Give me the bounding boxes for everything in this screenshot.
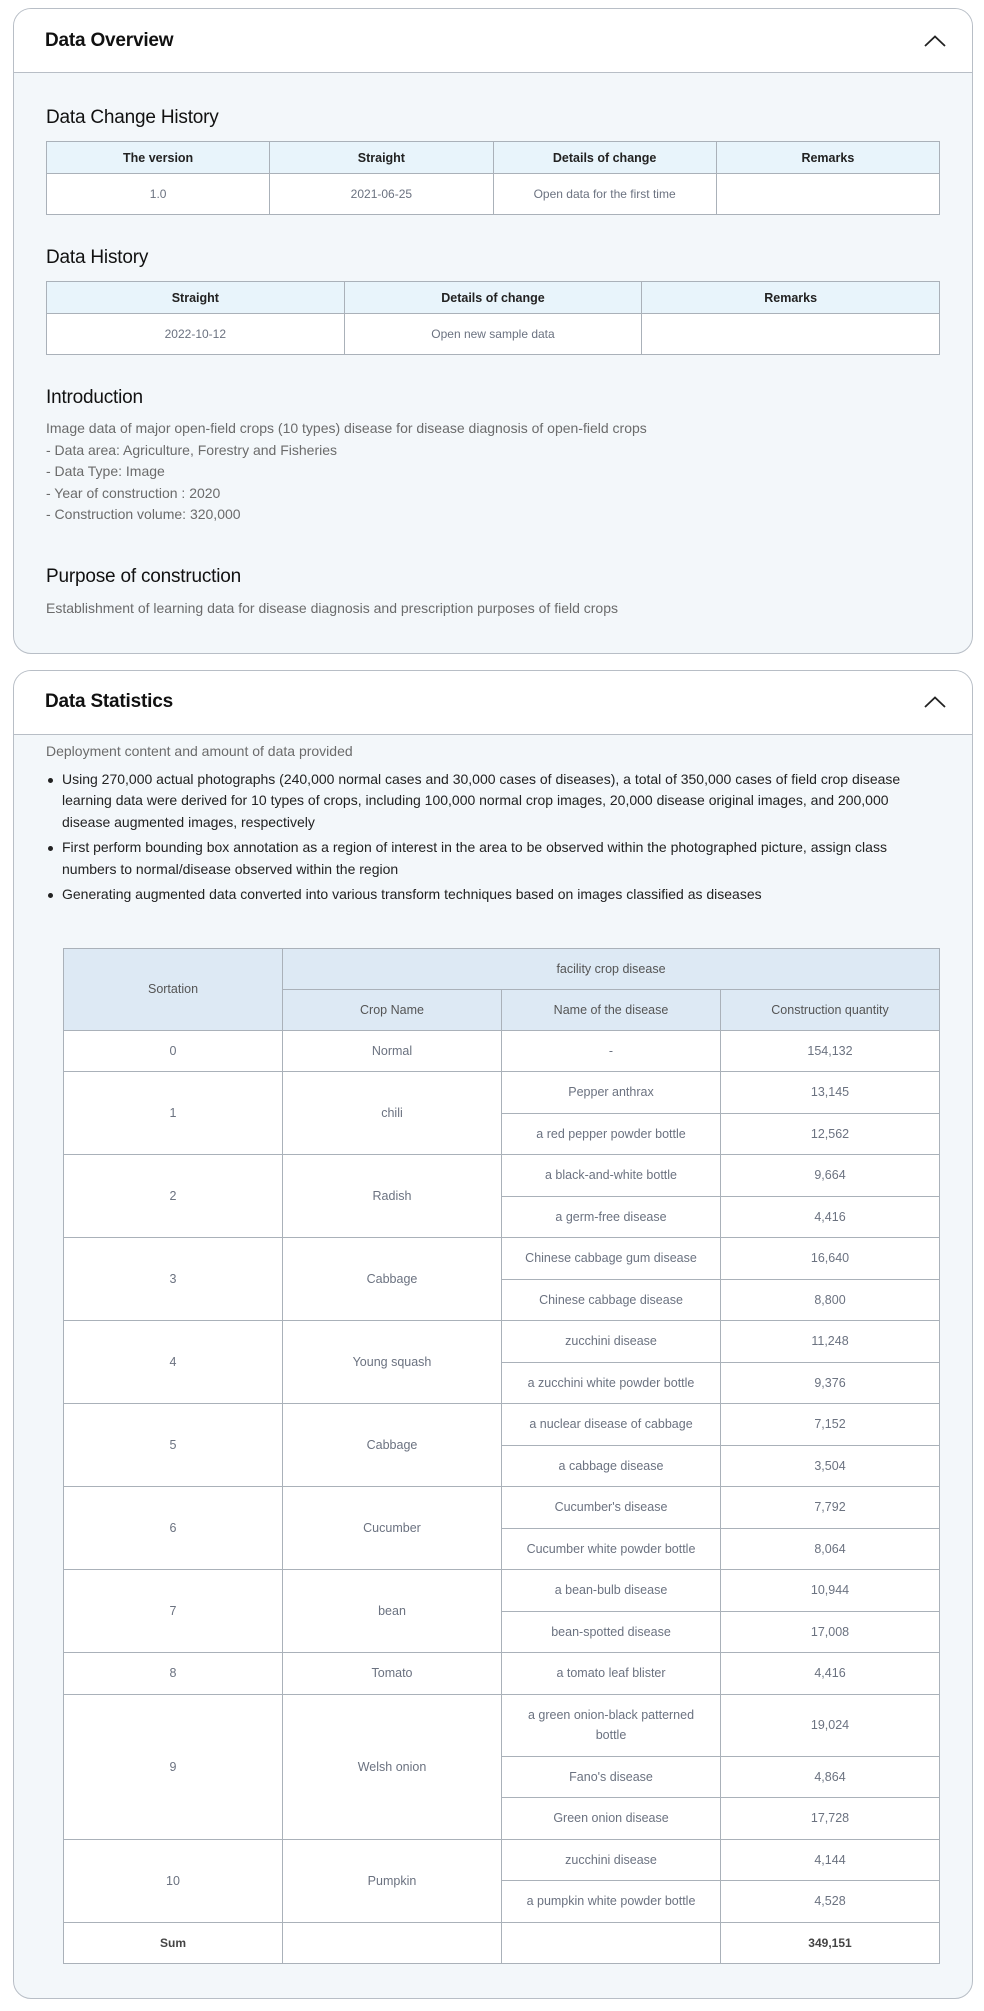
disease-name-cell: a red pepper powder bottle xyxy=(502,1113,721,1155)
table-row xyxy=(64,1238,940,1280)
data-change-history-section xyxy=(46,107,940,215)
column-header-quantity: Construction quantity xyxy=(721,989,940,1030)
sum-row xyxy=(64,1922,940,1964)
column-header: Details of change xyxy=(344,282,642,314)
quantity-cell: 11,248 xyxy=(721,1321,940,1363)
sortation-cell: 0 xyxy=(64,1030,283,1072)
statistics-table-body xyxy=(64,1030,940,1964)
introduction-line: Image data of major open-field crops (10 types) disease for disease diagnosis of open-field crops xyxy=(46,420,647,436)
introduction-title: Introduction xyxy=(46,387,143,408)
column-header-sortation: Sortation xyxy=(64,948,283,1030)
details-cell: Open data for the first time xyxy=(493,174,716,215)
introduction-line: - Data area: Agriculture, Forestry and Fisheries xyxy=(46,441,338,458)
column-header: Straight xyxy=(270,142,493,174)
sortation-cell: 9 xyxy=(64,1694,283,1839)
sum-crop-cell xyxy=(283,1922,502,1964)
disease-name-cell: Cucumber white powder bottle xyxy=(502,1528,721,1570)
crop-name-cell: Tomato xyxy=(283,1653,502,1695)
data-statistics-title: Data Statistics xyxy=(45,691,173,712)
purpose-section xyxy=(46,558,940,619)
quantity-cell: 17,008 xyxy=(721,1611,940,1653)
statistics-table-wrap xyxy=(46,910,940,1965)
quantity-cell: 19,024 xyxy=(721,1694,940,1756)
crop-name-cell: Pumpkin xyxy=(283,1839,502,1922)
chevron-up-icon[interactable] xyxy=(922,31,948,51)
disease-name-cell: a green onion-black patterned bottle xyxy=(502,1694,721,1756)
column-group-header: facility crop disease xyxy=(283,948,940,989)
quantity-cell: 7,152 xyxy=(721,1404,940,1446)
data-change-history-title: Data Change History xyxy=(46,107,219,128)
crop-name-cell: Young squash xyxy=(283,1321,502,1404)
sortation-cell: 6 xyxy=(64,1487,283,1570)
date-cell: 2022-10-12 xyxy=(47,314,345,355)
sum-quantity-cell: 349,151 xyxy=(721,1922,940,1964)
introduction-line: - Data Type: Image xyxy=(46,463,165,479)
crop-name-cell: Cabbage xyxy=(283,1404,502,1487)
quantity-cell: 17,728 xyxy=(721,1798,940,1840)
disease-name-cell: Pepper anthrax xyxy=(502,1072,721,1114)
quantity-cell: 4,864 xyxy=(721,1756,940,1798)
disease-name-cell: a tomato leaf blister xyxy=(502,1653,721,1695)
disease-name-cell: Cucumber's disease xyxy=(502,1487,721,1529)
quantity-cell: 4,416 xyxy=(721,1196,940,1238)
quantity-cell: 8,064 xyxy=(721,1528,940,1570)
disease-name-cell: a nuclear disease of cabbage xyxy=(502,1404,721,1446)
sortation-cell: 5 xyxy=(64,1404,283,1487)
chevron-up-icon[interactable] xyxy=(922,692,948,712)
sortation-cell: 10 xyxy=(64,1839,283,1922)
details-cell: Open new sample data xyxy=(344,314,642,355)
disease-name-cell: Green onion disease xyxy=(502,1798,721,1840)
sortation-cell: 1 xyxy=(64,1072,283,1155)
data-overview-body xyxy=(14,73,972,653)
crop-name-cell: Normal xyxy=(283,1030,502,1072)
disease-name-cell: Fano's disease xyxy=(502,1756,721,1798)
data-history-title: Data History xyxy=(46,247,149,268)
remarks-cell xyxy=(642,314,940,355)
disease-name-cell: a zucchini white powder bottle xyxy=(502,1362,721,1404)
data-history-section xyxy=(46,247,940,355)
table-row xyxy=(47,174,940,215)
data-statistics-body xyxy=(14,735,972,1999)
quantity-cell: 13,145 xyxy=(721,1072,940,1114)
disease-name-cell: a pumpkin white powder bottle xyxy=(502,1881,721,1923)
introduction-line: - Year of construction : 2020 xyxy=(46,484,221,501)
quantity-cell: 4,416 xyxy=(721,1653,940,1695)
data-history-table xyxy=(46,281,940,355)
quantity-cell: 4,528 xyxy=(721,1881,940,1923)
date-cell: 2021-06-25 xyxy=(270,174,493,215)
table-row xyxy=(64,1030,940,1072)
sortation-cell: 3 xyxy=(64,1238,283,1321)
introduction-line: - Construction volume: 320,000 xyxy=(46,506,241,522)
column-header-disease: Name of the disease xyxy=(502,989,721,1030)
quantity-cell: 9,664 xyxy=(721,1155,940,1197)
data-statistics-header[interactable] xyxy=(14,671,972,735)
bullet-item: First perform bounding box annotation as a region of interest in the area to be observed within the photographed picture, assign class numbers to normal/disease observed within the region xyxy=(46,837,940,880)
statistics-intro: Deployment content and amount of data provided xyxy=(46,742,353,759)
sortation-cell: 7 xyxy=(64,1570,283,1653)
crop-name-cell: bean xyxy=(283,1570,502,1653)
table-row xyxy=(64,1839,940,1881)
table-row xyxy=(64,1570,940,1612)
statistics-bullets xyxy=(46,769,940,906)
disease-name-cell: a cabbage disease xyxy=(502,1445,721,1487)
sum-label-cell: Sum xyxy=(64,1922,283,1964)
quantity-cell: 12,562 xyxy=(721,1113,940,1155)
remarks-cell xyxy=(716,174,939,215)
quantity-cell: 4,144 xyxy=(721,1839,940,1881)
table-row xyxy=(64,1321,940,1363)
data-overview-title: Data Overview xyxy=(45,29,174,51)
table-row xyxy=(47,314,940,355)
sortation-cell: 2 xyxy=(64,1155,283,1238)
statistics-table xyxy=(63,948,940,1965)
disease-name-cell: bean-spotted disease xyxy=(502,1611,721,1653)
quantity-cell: 9,376 xyxy=(721,1362,940,1404)
quantity-cell: 154,132 xyxy=(721,1030,940,1072)
column-header: Details of change xyxy=(493,142,716,174)
data-change-history-table xyxy=(46,141,940,215)
table-row xyxy=(64,1072,940,1114)
version-cell: 1.0 xyxy=(47,174,270,215)
column-header-crop: Crop Name xyxy=(283,989,502,1030)
table-row xyxy=(64,1487,940,1529)
column-header: Remarks xyxy=(716,142,939,174)
data-overview-card xyxy=(13,8,973,654)
crop-name-cell: chili xyxy=(283,1072,502,1155)
sum-disease-cell xyxy=(502,1922,721,1964)
column-header: Remarks xyxy=(642,282,940,314)
crop-name-cell: Cucumber xyxy=(283,1487,502,1570)
table-row xyxy=(64,1155,940,1197)
column-header: The version xyxy=(47,142,270,174)
introduction-section xyxy=(46,387,940,526)
disease-name-cell: zucchini disease xyxy=(502,1321,721,1363)
disease-name-cell: zucchini disease xyxy=(502,1839,721,1881)
disease-name-cell: a black-and-white bottle xyxy=(502,1155,721,1197)
crop-name-cell: Radish xyxy=(283,1155,502,1238)
table-row xyxy=(64,1653,940,1695)
quantity-cell: 7,792 xyxy=(721,1487,940,1529)
disease-name-cell: a germ-free disease xyxy=(502,1196,721,1238)
bullet-item: Generating augmented data converted into various transform techniques based on images classified as diseases xyxy=(46,884,940,906)
data-overview-header[interactable] xyxy=(14,9,972,73)
quantity-cell: 3,504 xyxy=(721,1445,940,1487)
disease-name-cell: Chinese cabbage gum disease xyxy=(502,1238,721,1280)
bullet-item: Using 270,000 actual photographs (240,000 normal cases and 30,000 cases of diseases), a total of 350,000 cases of field crop disease learning data were derived for 10 types of crops, including 100,000 normal crop images, 20,000 disease original images, and 200,000 disease augmented images, respectively xyxy=(46,769,940,834)
quantity-cell: 8,800 xyxy=(721,1279,940,1321)
purpose-title: Purpose of construction xyxy=(46,565,242,587)
data-statistics-card xyxy=(13,670,973,2000)
table-row xyxy=(64,1404,940,1446)
disease-name-cell: Chinese cabbage disease xyxy=(502,1279,721,1321)
column-header: Straight xyxy=(47,282,345,314)
crop-name-cell: Welsh onion xyxy=(283,1694,502,1839)
quantity-cell: 16,640 xyxy=(721,1238,940,1280)
disease-name-cell: - xyxy=(502,1030,721,1072)
sortation-cell: 4 xyxy=(64,1321,283,1404)
disease-name-cell: a bean-bulb disease xyxy=(502,1570,721,1612)
table-row xyxy=(64,1694,940,1756)
purpose-text: Establishment of learning data for disease diagnosis and prescription purposes of field crops xyxy=(46,599,618,616)
quantity-cell: 10,944 xyxy=(721,1570,940,1612)
crop-name-cell: Cabbage xyxy=(283,1238,502,1321)
sortation-cell: 8 xyxy=(64,1653,283,1695)
